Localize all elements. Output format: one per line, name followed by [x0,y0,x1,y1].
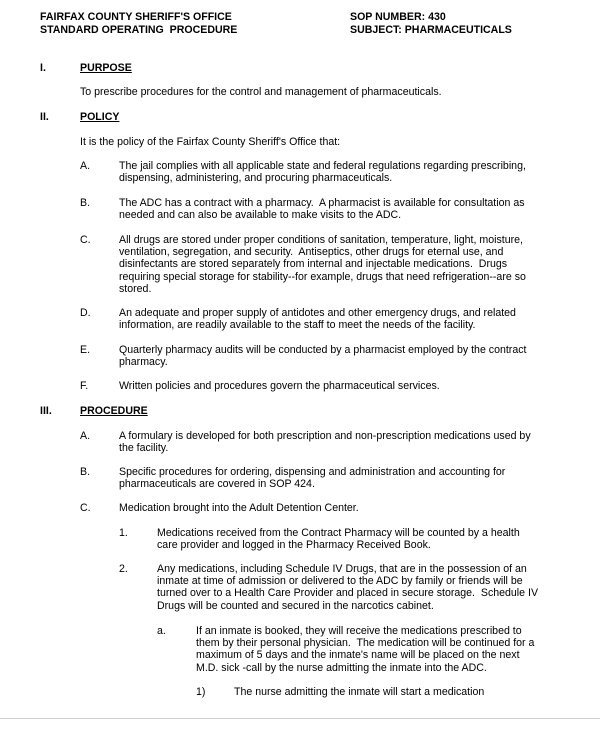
office-name: FAIRFAX COUNTY SHERIFF'S OFFICE [40,11,232,23]
procedure-item-text: Specific procedures for ordering, dispensing and administration and accounting for pharmaceuticals are covered in SOP 424. [119,466,506,491]
policy-item-text: Quarterly pharmacy audits will be conducted by a pharmacist employed by the contract pharmacy. [119,344,527,369]
policy-item-text: The ADC has a contract with a pharmacy. A pharmacist is available for consultation as needed and can also be available to make visits to the ADC. [119,197,525,222]
section-number-policy: II. [40,111,49,123]
header-left [40,11,237,37]
policy-item-text: All drugs are stored under proper conditions of sanitation, temperature, light, moisture, ventilation, segregation, and security. Antiseptics, other drugs for eternal use, and disinfectants are stored separately from internal and injectable medications. Drugs requiring special storage for stability--for example, drugs that need refrigeration--are so stored. [119,234,526,295]
page-bottom-divider [0,718,600,719]
procedure-subitem-text: Medications received from the Contract Pharmacy will be counted by a health care provider and logged in the Pharmacy Received Book. [157,527,520,552]
header-right [350,11,512,37]
section-title-policy: POLICY [80,111,120,123]
policy-item-label: B. [80,197,91,209]
section-number-purpose: I. [40,62,46,74]
policy-item-text: Written policies and procedures govern the pharmaceutical services. [119,380,440,392]
policy-item-label: A. [80,160,91,172]
procedure-item-text: Medication brought into the Adult Detention Center. [119,502,359,514]
policy-item-text: The jail complies with all applicable state and federal regulations regarding prescribing, dispensing, administering, and procuring pharmaceuticals. [119,160,526,185]
subject: SUBJECT: PHARMACEUTICALS [350,24,512,36]
section-title-procedure: PROCEDURE [80,405,148,417]
policy-item-text: An adequate and proper supply of antidotes and other emergency drugs, and related information, are readily available to the staff to meet the needs of the facility. [119,307,516,332]
policy-item-label: D. [80,307,91,319]
section-number-procedure: III. [40,405,52,417]
document-type: STANDARD OPERATING PROCEDURE [40,24,238,36]
procedure-item-label: A. [80,430,91,442]
sop-number: SOP NUMBER: 430 [350,11,446,23]
procedure-subitem-label: 1. [119,527,128,539]
procedure-item-label: B. [80,466,91,478]
policy-item-label: C. [80,234,91,246]
procedure-item-label: C. [80,502,91,514]
procedure-subsubsubitem-text: The nurse admitting the inmate will start a medication [234,686,485,698]
policy-intro: It is the policy of the Fairfax County Sheriff's Office that: [80,136,341,148]
section-title-purpose: PURPOSE [80,62,132,74]
procedure-subsubitem-text: If an inmate is booked, they will receive the medications prescribed to them by their personal physician. The medication will be continued for a maximum of 5 days and the inmate's name will be placed on the next M.D. sick -call by the nurse admitting the inmate into the ADC. [196,625,535,674]
procedure-subsubsubitem-label: 1) [196,686,206,698]
policy-item-label: F. [80,380,89,392]
policy-item-label: E. [80,344,91,356]
procedure-subsubitem-label: a. [157,625,166,637]
procedure-subitem-text: Any medications, including Schedule IV Drugs, that are in the possession of an inmate at time of admission or delivered to the ADC by family or friends will be turned over to a Health Care Provider and placed in secure storage. Schedule IV Drugs will be counted and secured in the narcotics cabinet. [157,563,539,612]
purpose-text: To prescribe procedures for the control and management of pharmaceuticals. [80,86,442,98]
procedure-item-text: A formulary is developed for both prescription and non-prescription medications used by the facility. [119,430,531,455]
procedure-subitem-label: 2. [119,563,128,575]
